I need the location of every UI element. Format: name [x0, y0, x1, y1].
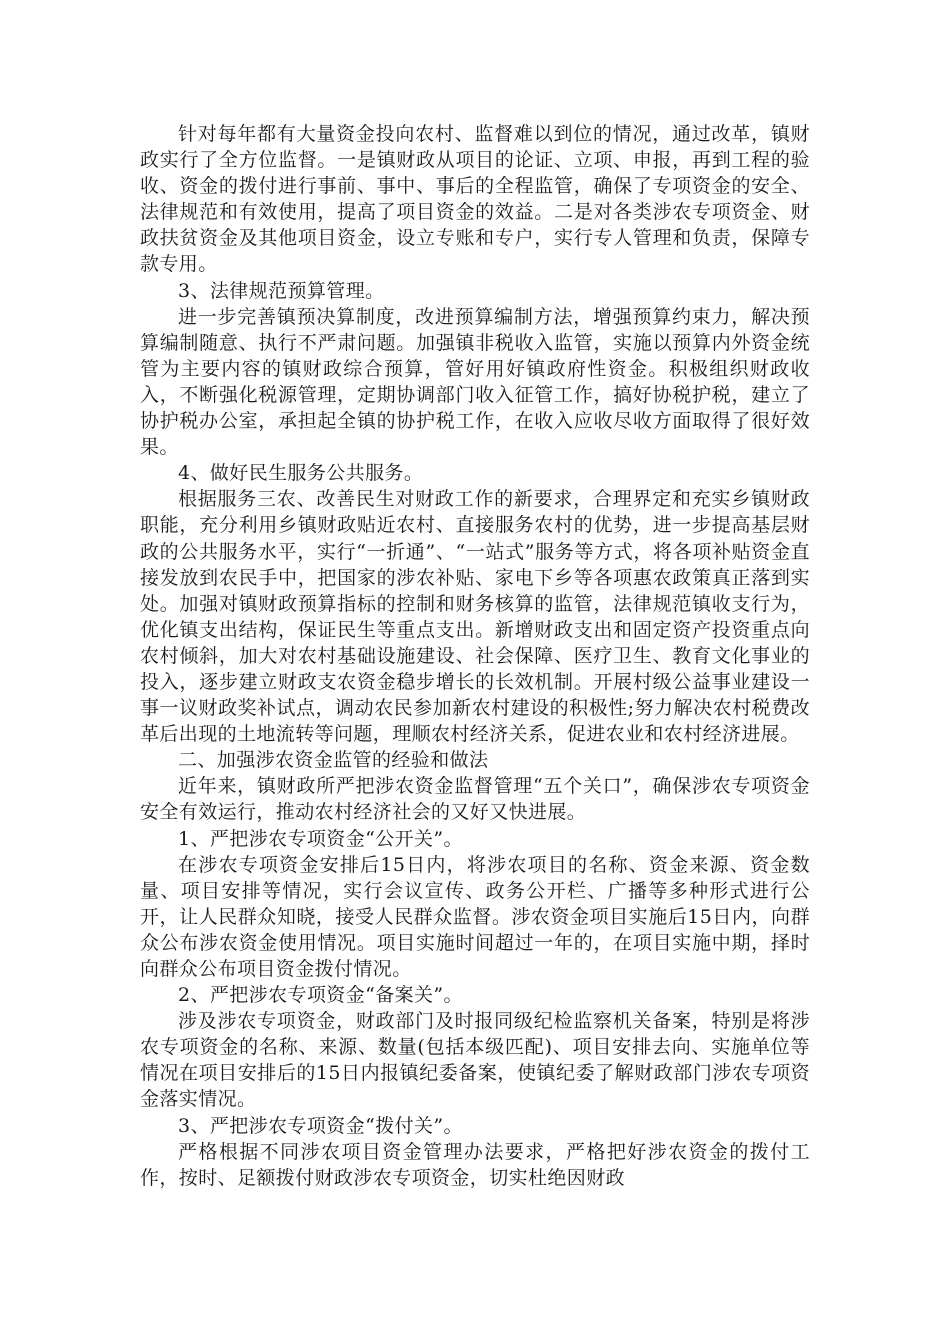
heading-disclosure-gate: 1、严把涉农专项资金“公开关”。: [178, 827, 463, 850]
paragraph-disbursement-gate: 严格根据不同涉农项目资金管理办法要求，严格把好涉农资金的拨付工作，按时、足额拨付财政涉农专项资金，切实杜绝因财政: [140, 1140, 810, 1189]
heading-public-service: 4、做好民生服务公共服务。: [178, 462, 424, 485]
paragraph-supervision: 针对每年都有大量资金投向农村、监督难以到位的情况，通过改革，镇财政实行了全方位监督。一是镇财政从项目的论证、立项、申报，再到工程的验收、资金的拨付进行事前、事中、事后的全程监管，确保了专项资金的安全、法律规范和有效使用，提高了项目资金的效益。二是对各类涉农专项资金、财政扶贫资金及其他项目资金，设立专账和专户，实行专人管理和负责，保障专款专用。: [140, 123, 810, 276]
paragraph-five-gates: 近年来，镇财政所严把涉农资金监督管理“五个关口”，确保涉农专项资金安全有效运行，推动农村经济社会的又好又快进展。: [140, 775, 810, 824]
heading-budget-management: 3、法律规范预算管理。: [178, 279, 385, 302]
heading-filing-gate: 2、严把涉农专项资金“备案关”。: [178, 984, 463, 1007]
heading-disbursement-gate: 3、严把涉农专项资金“拨付关”。: [178, 1114, 463, 1137]
paragraph-public-service: 根据服务三农、改善民生对财政工作的新要求，合理界定和充实乡镇财政职能，充分利用乡镇财政贴近农村、直接服务农村的优势，进一步提高基层财政的公共服务水平，实行“一折通”、“一站式”服务等方式，将各项补贴资金直接发放到农民手中，把国家的涉农补贴、家电下乡等各项惠农政策真正落到实处。加强对镇财政预算指标的控制和财务核算的监管，法律规范镇收支行为，优化镇支出结构，保证民生等重点支出。新增财政支出和固定资产投资重点向农村倾斜，加大对农村基础设施建设、社会保障、医疗卫生、教育文化事业的投入，逐步建立财政支农资金稳步增长的长效机制。开展村级公益事业建设一事一议财政奖补试点，调动农民参加新农村建设的积极性;努力解决农村税费改革后出现的土地流转等问题，理顺农村经济关系，促进农业和农村经济进展。: [140, 488, 810, 746]
paragraph-disclosure-gate: 在涉农专项资金安排后15日内，将涉农项目的名称、资金来源、资金数量、项目安排等情况，实行会议宣传、政务公开栏、广播等多种形式进行公开，让人民群众知晓，接受人民群众监督。涉农资金项目实施后15日内，向群众公布涉农资金使用情况。项目实施时间超过一年的，在项目实施中期，择时向群众公布项目资金拨付情况。: [140, 853, 810, 980]
document-body: [140, 121, 810, 1191]
heading-section-two: 二、加强涉农资金监管的经验和做法: [178, 749, 489, 772]
paragraph-filing-gate: 涉及涉农专项资金，财政部门及时报同级纪检监察机关备案，特别是将涉农专项资金的名称、来源、数量(包括本级匹配)、项目安排去向、实施单位等情况在项目安排后的15日内报镇纪委备案，使镇纪委了解财政部门涉农专项资金落实情况。: [140, 1010, 810, 1111]
paragraph-budget-management: 进一步完善镇预决算制度，改进预算编制方法，增强预算约束力，解决预算编制随意、执行不严肃问题。加强镇非税收入监管，实施以预算内外资金统管为主要内容的镇财政综合预算，管好用好镇政府性资金。积极组织财政收入，不断强化税源管理，定期协调部门收入征管工作，搞好协税护税，建立了协护税办公室，承担起全镇的协护税工作，在收入应收尽收方面取得了很好效果。: [140, 305, 810, 459]
